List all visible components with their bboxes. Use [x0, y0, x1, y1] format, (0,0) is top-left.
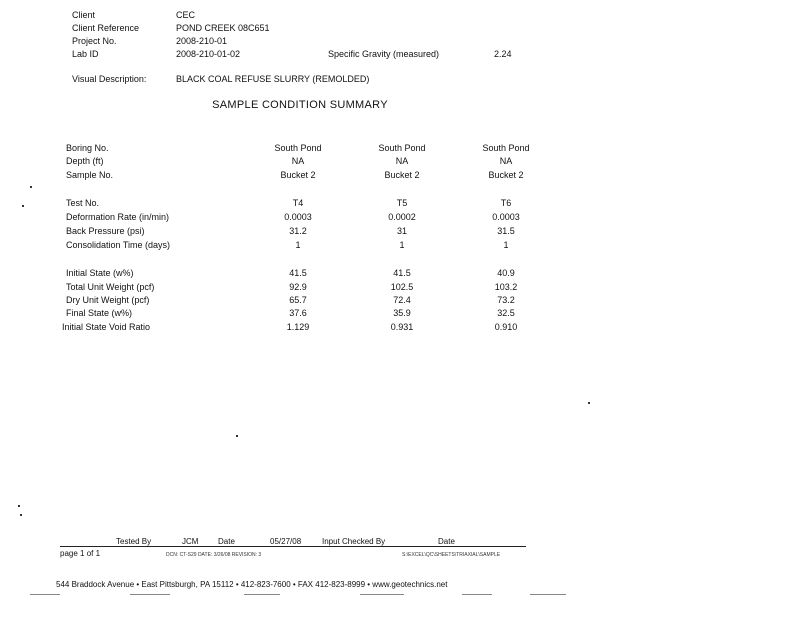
table-cell: T6 — [500, 198, 512, 208]
date-label: Date — [218, 537, 235, 546]
table-cell: 31 — [396, 226, 407, 236]
table-cell: 0.931 — [390, 322, 414, 332]
footer-rule — [244, 594, 280, 595]
specific-gravity-value: 2.24 — [494, 49, 512, 59]
footer-rule — [462, 594, 492, 595]
document-control-text: DCN: CT-S29 DATE: 3/26/08 REVISION: 3 — [166, 552, 262, 558]
table-cell: Bucket 2 — [488, 170, 524, 180]
client-label: Client — [72, 10, 96, 20]
client-value: CEC — [176, 10, 196, 20]
table-cell: 103.2 — [494, 282, 518, 292]
project-no-label: Project No. — [72, 36, 117, 46]
table-cell: NA — [291, 156, 305, 166]
tested-by-label: Tested By — [116, 537, 152, 546]
checked-date-label: Date — [438, 537, 455, 546]
table-cell: South Pond — [274, 143, 322, 153]
row-label-void-ratio: Initial State Void Ratio — [62, 322, 151, 332]
table-cell: 73.2 — [497, 295, 515, 305]
scan-speck — [588, 402, 590, 404]
scan-speck — [22, 205, 24, 207]
table-cell: 1 — [503, 240, 509, 250]
checked-by-label: Input Checked By — [322, 537, 386, 546]
row-label-boring-no: Boring No. — [66, 143, 109, 153]
table-cell: 65.7 — [289, 295, 307, 305]
row-label-depth: Depth (ft) — [66, 156, 104, 166]
client-reference-value: POND CREEK 08C651 — [176, 23, 270, 33]
table-cell: Bucket 2 — [280, 170, 316, 180]
table-cell: 35.9 — [393, 308, 411, 318]
visual-description-value: BLACK COAL REFUSE SLURRY (REMOLDED) — [176, 74, 370, 84]
table-cell: 92.9 — [289, 282, 307, 292]
table-cell: 41.5 — [393, 268, 411, 278]
row-label-final-state: Final State (w%) — [66, 308, 133, 318]
table-cell: 1.129 — [286, 322, 310, 332]
project-no-value: 2008-210-01 — [176, 36, 228, 46]
table-cell: South Pond — [482, 143, 530, 153]
table-cell: 0.910 — [494, 322, 518, 332]
row-label-sample-no: Sample No. — [66, 170, 114, 180]
table-cell: T5 — [396, 198, 408, 208]
row-label-initial-state: Initial State (w%) — [66, 268, 134, 278]
table-cell: 1 — [399, 240, 405, 250]
table-cell: 0.0003 — [284, 212, 312, 222]
scan-speck — [20, 514, 22, 516]
lab-id-value: 2008-210-01-02 — [176, 49, 241, 59]
table-cell: 31.2 — [289, 226, 307, 236]
specific-gravity-label: Specific Gravity (measured) — [328, 49, 440, 59]
table-cell: NA — [499, 156, 513, 166]
table-cell: 1 — [295, 240, 301, 250]
footer-rule — [30, 594, 60, 595]
table-cell: NA — [395, 156, 409, 166]
table-cell: South Pond — [378, 143, 426, 153]
footer-rule — [360, 594, 404, 595]
table-cell: 41.5 — [289, 268, 307, 278]
row-label-consolidation-time: Consolidation Time (days) — [66, 240, 171, 250]
footer-address: 544 Braddock Avenue • East Pittsburgh, PA 15112 • 412-823-7600 • FAX 412-823-8999 • www.geotechnics.net — [56, 580, 448, 589]
client-reference-label: Client Reference — [72, 23, 140, 33]
lab-id-label: Lab ID — [72, 49, 99, 59]
row-label-dry-unit-weight: Dry Unit Weight (pcf) — [66, 295, 150, 305]
table-cell: T4 — [292, 198, 304, 208]
scan-speck — [30, 186, 32, 188]
row-label-test-no: Test No. — [66, 198, 100, 208]
tested-by-value: JCM — [182, 537, 199, 546]
table-cell: 72.4 — [393, 295, 411, 305]
row-label-total-unit-weight: Total Unit Weight (pcf) — [66, 282, 155, 292]
visual-description-label: Visual Description: — [72, 74, 147, 84]
table-cell: 31.5 — [497, 226, 515, 236]
table-cell: 0.0002 — [388, 212, 416, 222]
signoff-rule — [60, 546, 526, 547]
table-cell: 32.5 — [497, 308, 515, 318]
table-cell: 0.0003 — [492, 212, 520, 222]
table-cell: Bucket 2 — [384, 170, 420, 180]
row-label-back-pressure: Back Pressure (psi) — [66, 226, 145, 236]
page-title: SAMPLE CONDITION SUMMARY — [212, 99, 388, 111]
footer-rule — [130, 594, 170, 595]
scan-speck — [236, 435, 238, 437]
scan-speck — [18, 505, 20, 507]
table-cell: 102.5 — [390, 282, 414, 292]
table-cell: 40.9 — [497, 268, 515, 278]
table-cell: 37.6 — [289, 308, 307, 318]
page-number: page 1 of 1 — [60, 549, 101, 558]
file-path-text: S:\EXCEL\QC\SHEETS\TRIAXIAL\SAMPLE — [402, 552, 501, 558]
footer-rule — [530, 594, 566, 595]
date-value: 05/27/08 — [270, 537, 302, 546]
row-label-deformation-rate: Deformation Rate (in/min) — [66, 212, 170, 222]
